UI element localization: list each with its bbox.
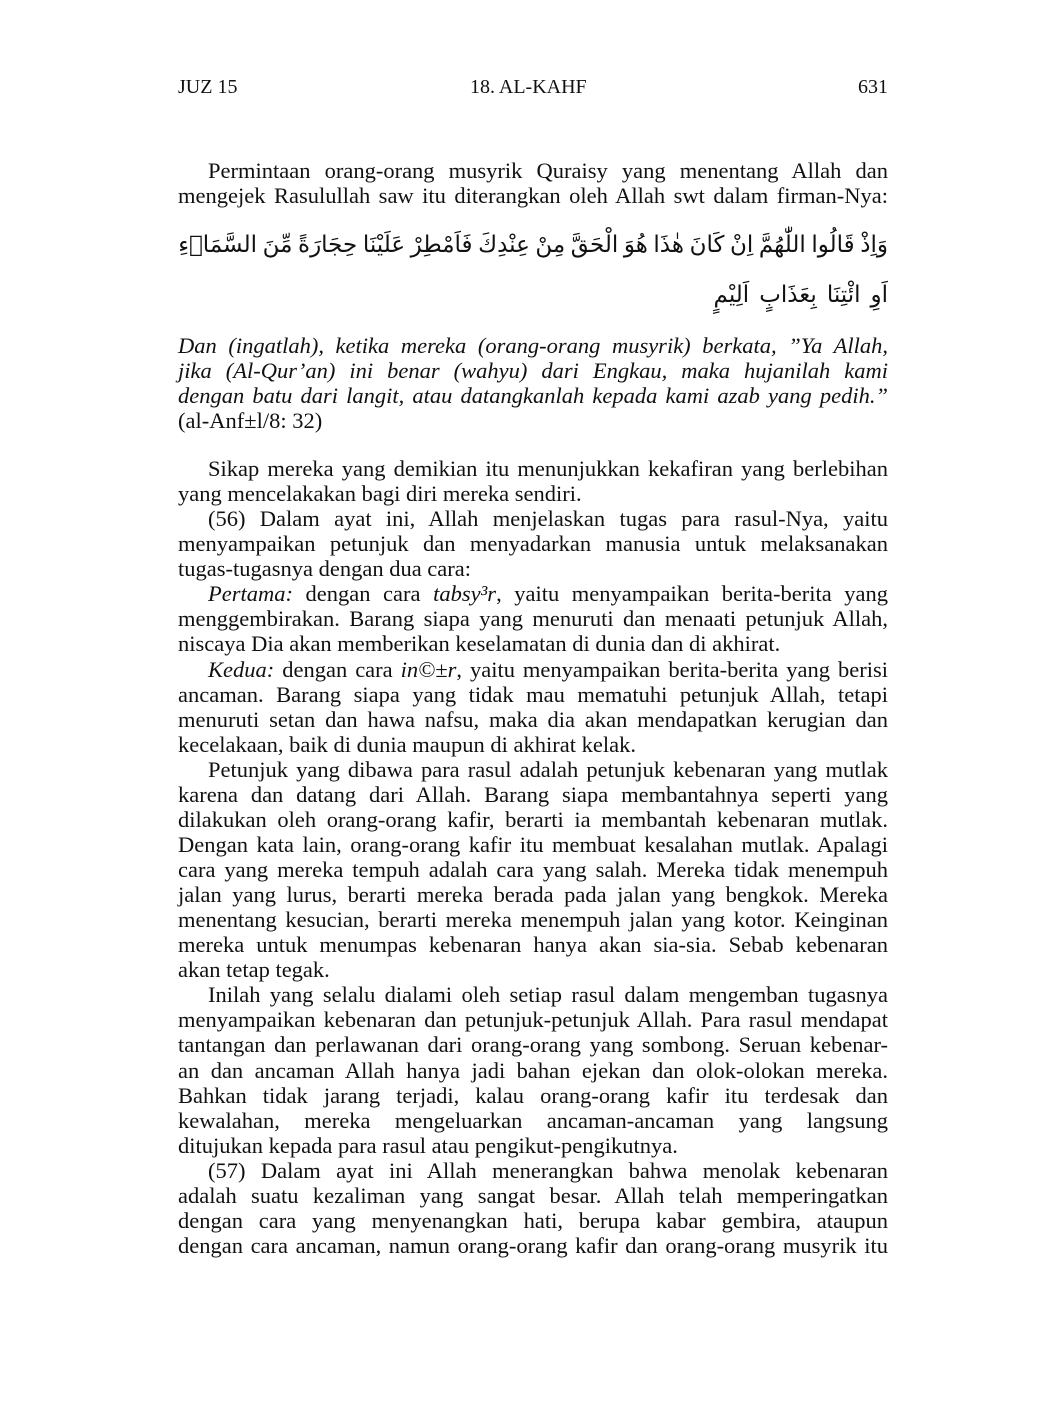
arabic-word: حِجَارَةً — [298, 232, 358, 258]
body-paragraph — [178, 456, 888, 506]
text-line: mengejek Rasulullah saw itu diterangkan oleh Allah swt dalam firman-Nya: — [178, 183, 888, 209]
running-header — [178, 75, 888, 99]
italic-term: tabsy³r — [433, 581, 497, 607]
body-paragraph — [178, 657, 888, 757]
body-paragraph — [178, 581, 888, 656]
text-segment: dengan cara — [292, 581, 434, 607]
text-line: niscaya Dia akan memberikan keselamatan di dunia dan di akhirat. — [178, 631, 781, 657]
juz-label: JUZ 15 — [178, 76, 238, 98]
arabic-word: عِنْدِكَ — [478, 232, 530, 258]
translation-line: dengan batu dari langit, atau datangkanlah kepada kami azab yang pedih.” — [178, 383, 888, 409]
arabic-verse-line — [178, 220, 888, 270]
text-line: dengan cara yang menyenangkan hati, berupa kabar gembira, ataupun — [178, 1207, 888, 1233]
text-line: (57) Dalam ayat ini Allah menerangkan bahwa menolak kebenaran — [208, 1157, 888, 1183]
text-line: menyampaikan kebenaran dan petunjuk-petunjuk Allah. Para rasul mendapat — [178, 1007, 888, 1033]
intro-paragraph — [178, 158, 888, 208]
arabic-word: مِّنَ — [262, 232, 293, 258]
text-line: dilakukan oleh orang-orang kafir, berarti ia membantah kebenaran mutlak. — [178, 806, 888, 832]
text-line: an dan ancaman Allah hanya jadi bahan ejekan dan olok-olokan mereka. — [178, 1057, 888, 1083]
text-line: mereka untuk menumpas kebenaran hanya akan sia-sia. Sebab kebenaran — [178, 932, 888, 958]
text-line: dengan cara ancaman, namun orang-orang kafir dan orang-orang musyrik itu — [178, 1232, 888, 1258]
arabic-word: اَلِيْمٍ — [713, 282, 750, 308]
text-line: Petunjuk yang dibawa para rasul adalah petunjuk kebenaran yang mutlak — [208, 756, 888, 782]
arabic-word: هُوَ — [623, 232, 648, 258]
arabic-word: عَلَيْنَا — [362, 232, 406, 258]
surah-title: 18. AL-KAHF — [470, 76, 587, 98]
body-paragraph — [178, 1158, 888, 1258]
text-line: (56) Dalam ayat ini, Allah menjelaskan tugas para rasul-Nya, yaitu — [208, 506, 888, 532]
arabic-word: ائْتِنَا — [826, 282, 861, 308]
text-line: yang mencelakakan bagi diri mereka sendiri. — [178, 481, 582, 507]
body-paragraph — [178, 982, 888, 1157]
text-line — [178, 657, 888, 682]
text-line: cara yang mereka tempuh adalah cara yang salah. Mereka tidak menempuh — [178, 857, 888, 882]
text-line: jalan yang lurus, berarti mereka berada pada jalan yang bengkok. Mereka — [178, 882, 888, 908]
arabic-word: هٰذَا — [653, 232, 684, 258]
text-line: adalah suatu kezaliman yang sangat besar. Allah telah memperingatkan — [178, 1182, 888, 1208]
italic-term: in©±r — [400, 656, 457, 682]
text-line: tugas-tugasnya dengan dua cara: — [178, 556, 472, 582]
text-line: kecelakaan, baik di dunia maupun di akhirat kelak. — [178, 731, 636, 757]
text-line: Inilah yang selalu dialami oleh setiap rasul dalam mengemban tugasnya — [208, 982, 888, 1008]
text-line: karena dan datang dari Allah. Barang siapa membantahnya seperti yang — [178, 781, 888, 807]
body-paragraph — [178, 506, 888, 581]
arabic-word: قَالُوا — [811, 232, 855, 258]
translation-line: Dan (ingatlah), ketika mereka (orang-orang musyrik) berkata, ”Ya Allah, — [178, 333, 888, 358]
text-segment: dengan cara — [274, 656, 401, 682]
text-line: tantangan dan perlawanan dari orang-orang yang sombong. Seruan kebenar- — [178, 1032, 888, 1058]
verse-reference: (al-Anf±l/8: 32) — [178, 408, 323, 434]
text-line: ditujukan kepada para rasul atau pengikut-pengikutnya. — [178, 1132, 678, 1158]
text-line: Sikap mereka yang demikian itu menunjukkan kekafiran yang berlebihan — [208, 456, 888, 481]
arabic-word: فَاَمْطِرْ — [410, 232, 473, 258]
arabic-word: اَوِ — [870, 282, 888, 308]
arabic-word: اِنْ — [730, 232, 754, 258]
italic-term: Kedua: — [208, 656, 275, 682]
text-line: Bahkan tidak jarang terjadi, kalau orang-orang kafir itu terdesak dan — [178, 1082, 888, 1108]
page-number: 631 — [858, 76, 888, 98]
text-line: menggembirakan. Barang siapa yang menuruti dan menaati petunjuk Allah, — [178, 606, 888, 632]
arabic-word: اللّٰهُمَّ — [758, 232, 806, 258]
arabic-word: بِعَذَابٍ — [759, 282, 817, 308]
text-line: Dengan kata lain, orang-orang kafir itu membuat kesalahan mutlak. Apalagi — [178, 831, 888, 857]
italic-term: Pertama: — [208, 581, 293, 607]
text-line: Permintaan orang-orang musyrik Quraisy yang menentang Allah dan — [208, 158, 888, 183]
verse-translation — [178, 333, 888, 433]
text-line: menyampaikan petunjuk dan menyadarkan manusia untuk melaksanakan — [178, 531, 888, 557]
text-line: ancaman. Barang siapa yang tidak mau mematuhi petunjuk Allah, tetapi — [178, 681, 888, 707]
text-segment: , yaitu menyampaikan berita-berita yang — [496, 581, 888, 607]
text-line: kewalahan, mereka mengeluarkan ancaman-ancaman yang langsung — [178, 1107, 888, 1133]
translation-line: jika (Al-Qur’an) ini benar (wahyu) dari Engkau, maka hujanilah kami — [178, 358, 888, 384]
text-line: menentang kesucian, berarti mereka menempuh jalan yang kotor. Keinginan — [178, 907, 888, 933]
text-line: menuruti setan dan hawa nafsu, maka dia akan mendapatkan kerugian dan — [178, 706, 888, 732]
body-text — [178, 456, 888, 1258]
arabic-word: مِنْ — [535, 232, 566, 258]
arabic-word: السَّمَاۤءِ — [178, 232, 258, 258]
arabic-word: وَاِذْ — [860, 232, 888, 258]
text-segment: , yaitu menyampaikan berita-berita yang berisi — [456, 656, 888, 682]
arabic-word: كَانَ — [689, 232, 725, 258]
arabic-word: الْحَقَّ — [570, 232, 619, 258]
text-line: akan tetap tegak. — [178, 957, 330, 983]
text-line — [178, 581, 888, 606]
arabic-verse-line — [178, 270, 888, 320]
body-paragraph — [178, 757, 888, 983]
